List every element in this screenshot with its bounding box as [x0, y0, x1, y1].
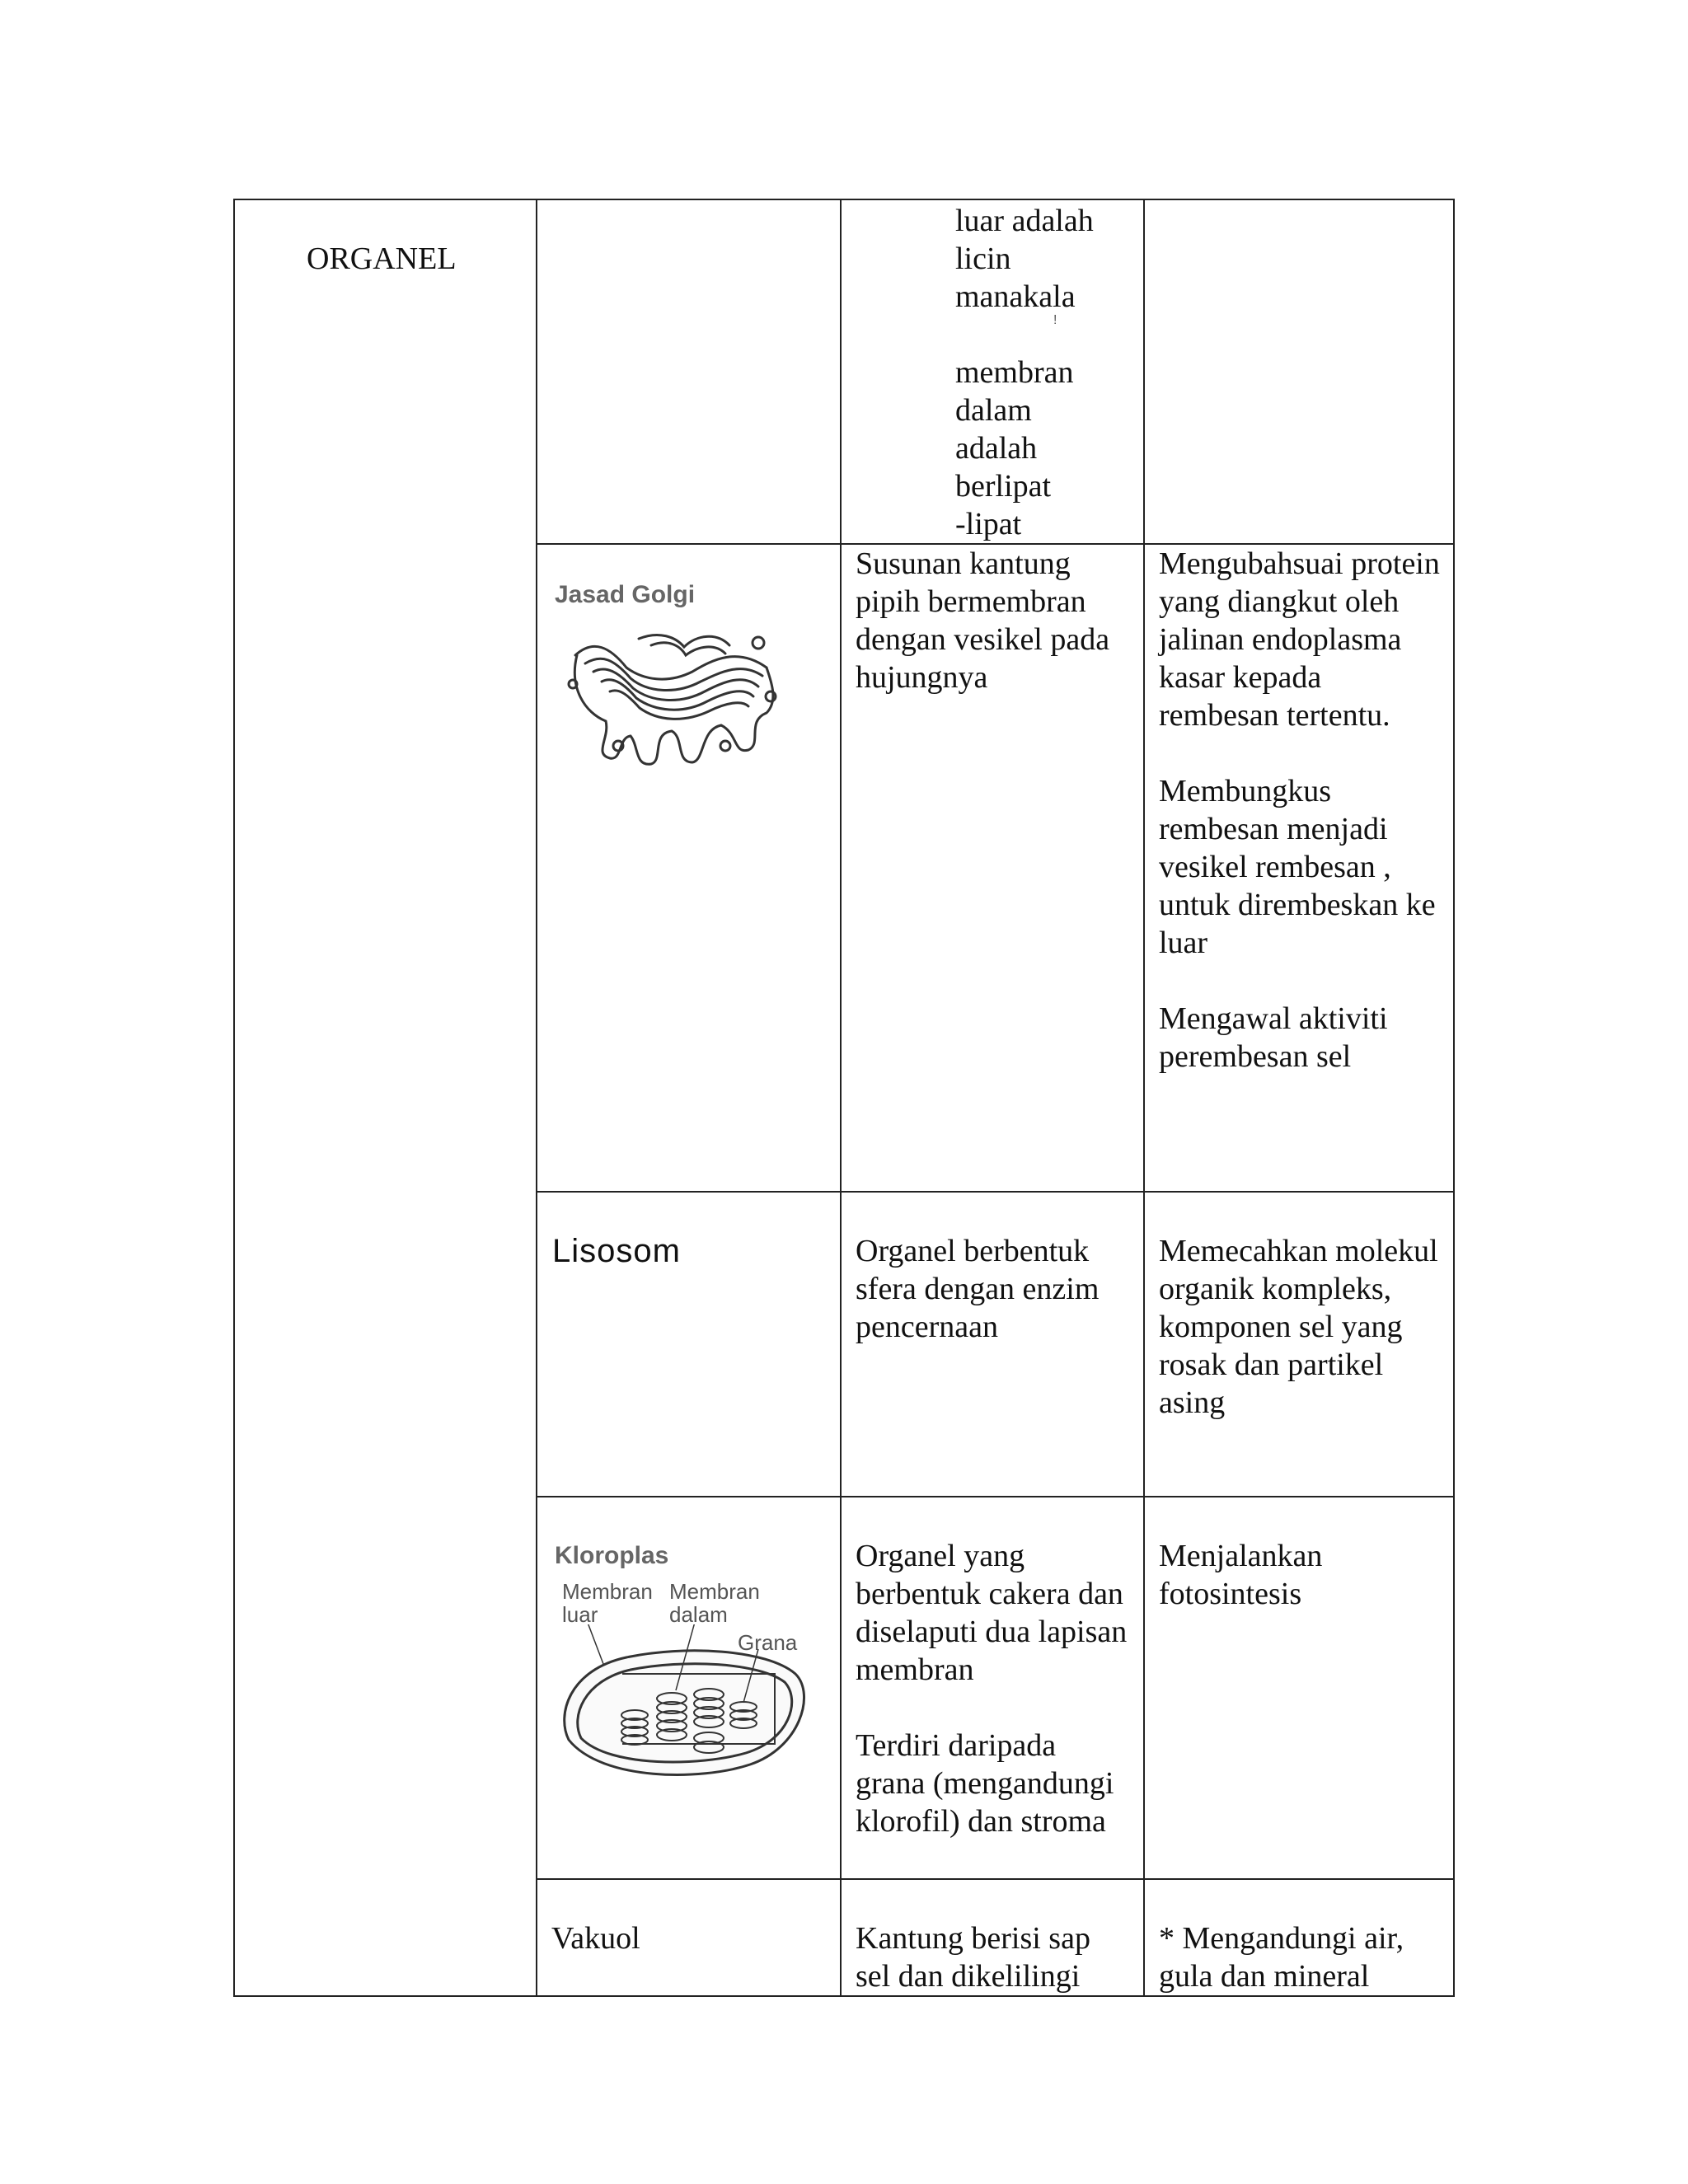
vakuol-label: Vakuol — [551, 1921, 640, 1956]
label-membran-luar: Membran luar — [562, 1579, 653, 1627]
function-text: * Mengandungi air, gula dan mineral — [1159, 1921, 1404, 1994]
structure-cell — [841, 1497, 1144, 1879]
name-cell — [537, 199, 841, 544]
name-cell — [537, 1497, 841, 1879]
table-row — [234, 199, 1454, 544]
function-cell — [1144, 1192, 1454, 1497]
name-cell — [537, 1879, 841, 1996]
name-cell — [537, 544, 841, 1192]
structure-cell — [841, 199, 1144, 544]
structure-cell — [841, 1192, 1144, 1497]
structure-cell — [841, 1879, 1144, 1996]
organel-header-cell — [234, 199, 537, 1996]
name-cell — [537, 1192, 841, 1497]
function-cell — [1144, 199, 1454, 544]
chloroplast-icon — [552, 1624, 824, 1789]
label-grana: Grana — [738, 1630, 798, 1655]
golgi-diagram — [560, 622, 783, 771]
function-text: Memecahkan molekul organik kompleks, komponen sel yang rosak dan partikel asing — [1159, 1234, 1438, 1420]
function-cell — [1144, 1497, 1454, 1879]
stray-mark: ! — [1053, 313, 1057, 327]
function-cell — [1144, 544, 1454, 1192]
structure-text: Organel yang berbentuk cakera dan diselaputi dua lapisan membran Terdiri daripada grana (mengandungi klorofil) dan stroma — [856, 1539, 1128, 1839]
lisosom-label: Lisosom — [552, 1233, 681, 1269]
structure-text: Kantung berisi sap sel dan dikelilingi — [856, 1921, 1090, 1994]
organel-label: ORGANEL — [307, 241, 457, 276]
function-text: Menjalankan fotosintesis — [1159, 1539, 1323, 1611]
function-cell — [1144, 1879, 1454, 1996]
kloroplas-label: Kloroplas — [555, 1542, 669, 1569]
structure-text: Organel berbentuk sfera dengan enzim pencernaan — [856, 1234, 1100, 1344]
structure-text: luar adalah licin manakala membran dalam adalah berlipat -lipat — [955, 204, 1094, 541]
label-membran-dalam: Membran dalam — [669, 1579, 760, 1627]
golgi-label: Jasad Golgi — [555, 581, 696, 608]
structure-cell — [841, 544, 1144, 1192]
organelle-table — [233, 199, 1455, 1997]
function-text: Mengubahsuai protein yang diangkut oleh jalinan endoplasma kasar kepada rembesan tertentu. Membungkus rembesan menjadi vesikel rembesan , untuk dirembeskan ke luar Mengawal aktiviti perembesan sel — [1159, 546, 1440, 1074]
structure-text: Susunan kantung pipih bermembran dengan vesikel pada hujungnya — [856, 546, 1110, 695]
kloroplas-diagram — [552, 1575, 832, 1789]
